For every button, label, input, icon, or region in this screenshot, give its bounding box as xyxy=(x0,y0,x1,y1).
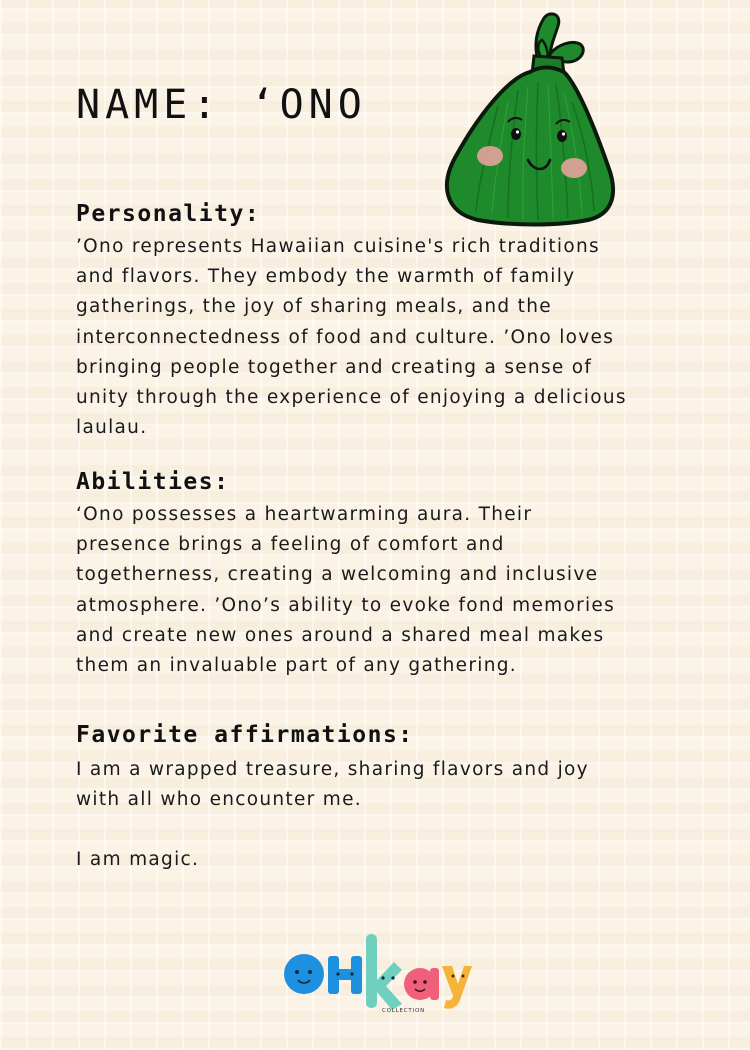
logo-letter-o xyxy=(284,954,324,994)
affirmation-item: I am a wrapped treasure, sharing flavors and joy with all who encounter me. xyxy=(76,759,589,811)
logo-letter-a xyxy=(404,968,439,1000)
personality-section xyxy=(76,199,686,443)
personality-text: ’Ono represents Hawaiian cuisine's rich traditions and flavors. They embody the warmth of family gatherings, the joy of sharing meals, and the interconnectedness of food and culture. ’Ono loves bringing people together and creating a sense of unity through the experience of enjoying a delicious laulau. xyxy=(76,236,627,439)
logo-letter-h xyxy=(328,956,362,994)
mascot-eye-left xyxy=(511,128,521,140)
logo-letter-y xyxy=(442,966,472,1009)
abilities-section xyxy=(76,467,686,681)
mascot-blush-left xyxy=(477,146,503,166)
personality-heading: Personality: xyxy=(76,201,261,227)
affirmation-item: I am magic. xyxy=(76,849,200,871)
abilities-text: ‘Ono possesses a heartwarming aura. Their presence brings a feeling of comfort and togetherness, creating a welcoming and inclusive atmosphere. ’Ono’s ability to evoke fond memories and create new ones around a shared meal makes them an invaluable part of any gathering. xyxy=(76,504,616,677)
laulau-mascot-icon xyxy=(438,6,618,231)
page-title: NAME: ‘ONO xyxy=(76,82,367,128)
abilities-heading: Abilities: xyxy=(76,469,230,495)
mascot-blush-right xyxy=(561,158,587,178)
logo-letter-k xyxy=(366,934,402,1010)
ohkay-collection-logo xyxy=(282,930,472,1015)
mascot-eye-right xyxy=(557,130,567,142)
logo-subtext: COLLECTION xyxy=(382,1008,426,1014)
affirmations-section xyxy=(76,720,686,876)
affirmations-heading: Favorite affirmations: xyxy=(76,722,414,748)
